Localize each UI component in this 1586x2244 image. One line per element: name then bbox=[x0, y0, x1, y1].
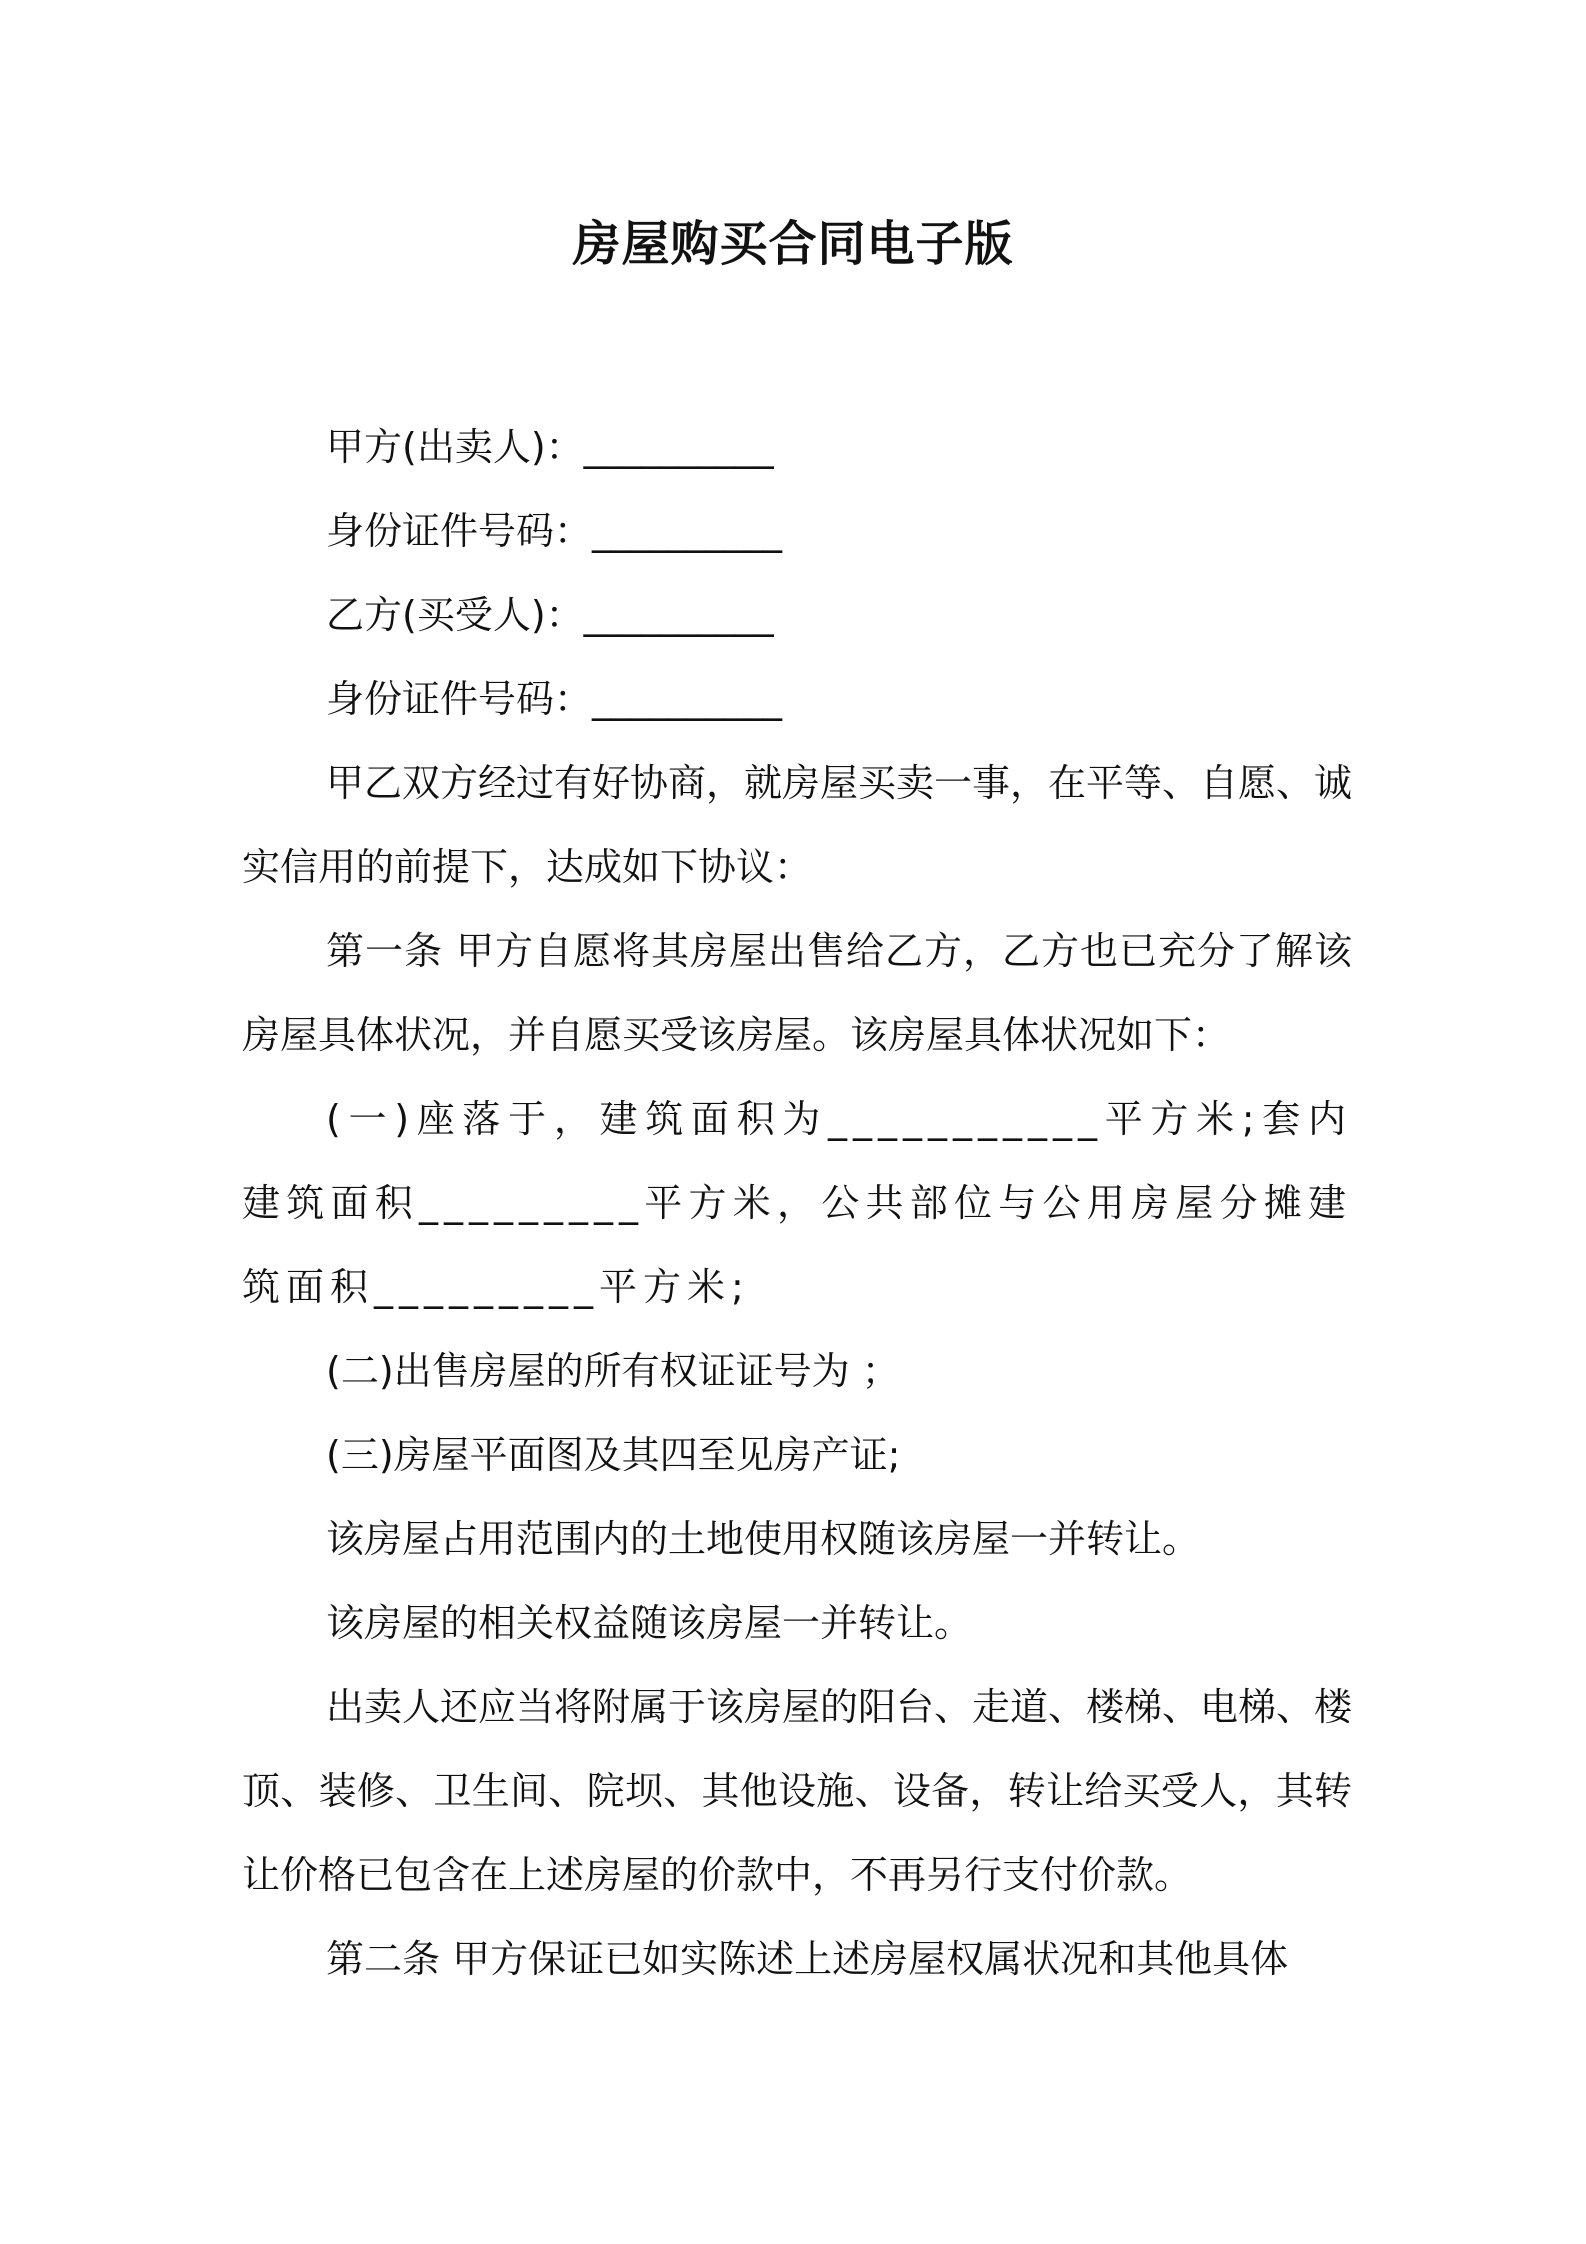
ancillary-facilities-clause: 出卖人还应当将附属于该房屋的阳台、走道、楼梯、电梯、楼顶、装修、卫生间、院坝、其他设施、设备，转让给买受人，其转让价格已包含在上述房屋的价款中，不再另行支付价款。 bbox=[242, 1685, 1353, 1897]
related-rights-clause: 该房屋的相关权益随该房屋一并转让。 bbox=[326, 1601, 973, 1645]
article-1-item-3: (三)房屋平面图及其四至见房产证; bbox=[326, 1433, 901, 1477]
party-b-id-number-field: 身份证件号码：__________ bbox=[326, 677, 783, 721]
land-use-right-clause: 该房屋占用范围内的土地使用权随该房屋一并转让。 bbox=[326, 1517, 1201, 1561]
party-b-buyer-field: 乙方(买受人)：__________ bbox=[326, 593, 774, 637]
document-body bbox=[242, 405, 1352, 2001]
document-title: 房屋购买合同电子版 bbox=[572, 216, 1014, 272]
article-2: 第二条 甲方保证已如实陈述上述房屋权属状况和其他具体 bbox=[326, 1937, 1289, 1981]
agreement-preamble: 甲乙双方经过有好协商，就房屋买卖一事，在平等、自愿、诚实信用的前提下，达成如下协议： bbox=[242, 761, 1353, 889]
article-1: 第一条 甲方自愿将其房屋出售给乙方，乙方也已充分了解该房屋具体状况，并自愿买受该房屋。该房屋具体状况如下： bbox=[242, 929, 1352, 1057]
party-a-seller-field: 甲方(出卖人)：__________ bbox=[326, 425, 774, 469]
party-a-id-number-field: 身份证件号码：__________ bbox=[326, 509, 783, 553]
article-1-item-1: (一)座落于，建筑面积为___________平方米;套内建筑面积_________平方米，公共部位与公用房屋分摊建筑面积_________平方米; bbox=[242, 1097, 1352, 1309]
article-1-item-2: (二)出售房屋的所有权证证号为 ； bbox=[326, 1349, 900, 1393]
